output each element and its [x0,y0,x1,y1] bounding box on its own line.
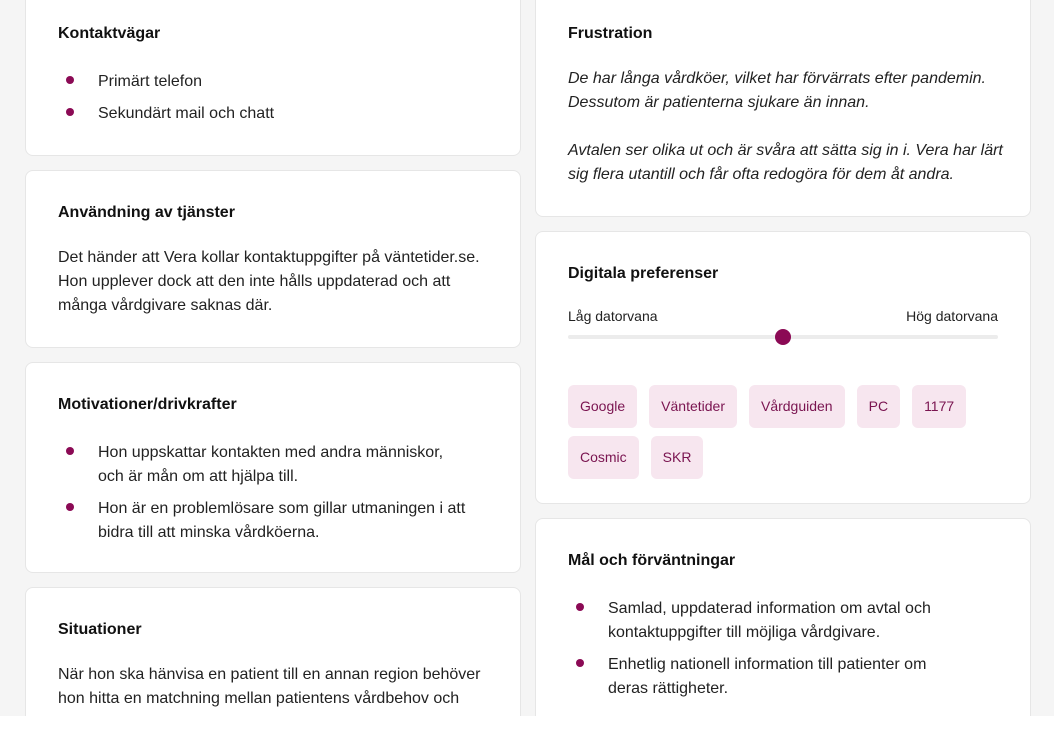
high-skill-label: Hög datorvana [906,308,998,324]
tag-cosmic: Cosmic [568,436,639,479]
slider-thumb [775,329,791,345]
text-line: Dessutom är patienterna sjukare än innan. [568,94,870,111]
situations-card [25,587,521,716]
bullet-icon [576,659,584,667]
contact-channels-card [25,0,521,156]
text-line: hon hitta en matchning mellan patientens vårdbehov och [58,690,460,707]
low-skill-label: Låg datorvana [568,308,658,324]
list-item [58,102,274,126]
text-line: Enhetlig nationell information till patienter om [608,656,927,673]
card-title: Situationer [58,621,142,638]
card-title: Frustration [568,25,653,42]
tag-pc: PC [857,385,900,428]
tag-vardguiden: Vårdguiden [749,385,845,428]
text-line: De har långa vårdköer, vilket har förvärrats efter pandemin. [568,70,986,87]
text-line: Det händer att Vera kollar kontaktuppgifter på väntetider.se. [58,249,480,266]
contact-list [58,70,274,134]
bullet-icon [576,603,584,611]
list-item [58,70,274,94]
bottom-strip [0,716,1054,732]
situations-text [58,663,481,711]
usage-text [58,246,480,318]
text-line: Hon är en problemlösare som gillar utmaningen i att [98,500,466,517]
computer-skill-slider [568,335,998,339]
frustration-card [535,0,1031,217]
motivation-card [25,362,521,573]
tag-vantetider: Väntetider [649,385,737,428]
bullet-icon [66,503,74,511]
list-item [568,597,931,645]
bullet-icon [66,447,74,455]
card-title: Mål och förväntningar [568,552,736,569]
text-line: sig flera utantill och får ofta redogöra för dem åt andra. [568,166,954,183]
text-line: kontaktuppgifter till möjliga vårdgivare. [608,624,881,641]
frustration-text-2 [568,139,1003,187]
goals-list [568,597,931,709]
card-title: Motivationer/drivkrafter [58,396,237,413]
list-item [58,441,465,489]
card-title: Digitala preferenser [568,265,719,282]
bullet-icon [66,76,74,84]
card-title: Användning av tjänster [58,204,235,221]
text-line: Hon upplever dock att den inte hålls uppdaterad och att [58,273,451,290]
digital-preferences-card [535,231,1031,504]
bullet-icon [66,108,74,116]
list-item-text: Sekundärt mail och chatt [98,105,275,122]
tag-1177: 1177 [912,385,966,428]
text-line: Samlad, uppdaterad information om avtal och [608,600,931,617]
service-usage-card [25,170,521,348]
text-line: många vårdgivare saknas där. [58,297,273,314]
goals-card [535,518,1031,716]
tag-skr: SKR [651,436,704,479]
text-line: Hon uppskattar kontakten med andra människor, [98,444,444,461]
text-line: Avtalen ser olika ut och är svåra att sätta sig in i. Vera har lärt [568,142,1003,159]
card-title: Kontaktvägar [58,25,161,42]
motivation-list [58,441,465,553]
tag-list [568,385,1008,479]
text-line: deras rättigheter. [608,680,729,697]
frustration-text-1 [568,67,986,115]
list-item [568,653,931,701]
text-line: och är mån om att hjälpa till. [98,468,299,485]
list-item [58,497,465,545]
tag-google: Google [568,385,637,428]
text-line: bidra till att minska vårdköerna. [98,524,320,541]
list-item-text: Primärt telefon [98,73,203,90]
text-line: När hon ska hänvisa en patient till en annan region behöver [58,666,481,683]
